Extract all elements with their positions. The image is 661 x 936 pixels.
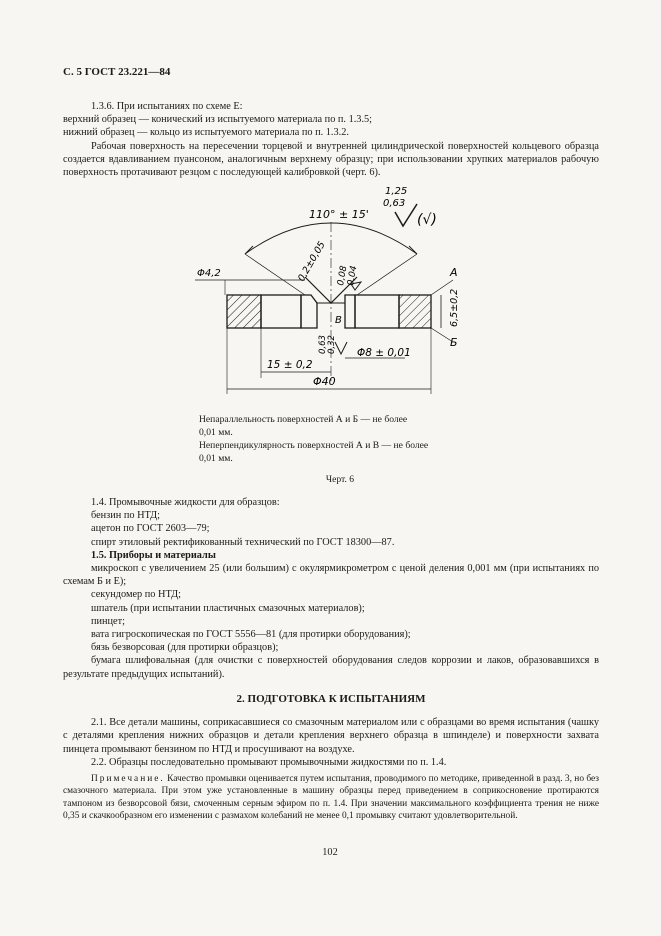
list-item: секундомер по НТД; [91, 589, 181, 601]
right-section-hatch [399, 295, 431, 328]
paragraph-2-1: 2.1. Все детали машины, соприкасавшиеся со смазочным материалом или с образцами во время испытания (чашку с деталями крепления нижних образцов и детали крепления верхнего образца в шпинделе) и поверхности захвата пинцета промывают бензином по НТД и просушивают на воздухе. [63, 717, 599, 755]
list-item: бензин по НТД; [91, 510, 161, 522]
radius-2: 0,04 [346, 265, 360, 287]
page-header: С. 5 ГОСТ 23.221—84 [63, 66, 171, 78]
surface-b-label: Б [450, 336, 458, 349]
roughness-1: 1,25 [385, 186, 408, 197]
caption-line: 0,01 мм. [199, 453, 233, 464]
sandpaper-item: бумага шлифовальная (для очистки с поверхностей оборудования следов коррозии и лаков, образовавшихся в результате предыдущих испытаний). [63, 655, 599, 680]
thickness-dimension: 6,5±0,2 [449, 288, 460, 327]
note-paragraph [63, 773, 599, 823]
left-section-hatch [227, 295, 261, 328]
section-heading: 2. ПОДГОТОВКА К ИСПЫТАНИЯМ [236, 693, 426, 705]
list-item: спирт этиловый ректификованный технический по ГОСТ 18300—87. [91, 536, 395, 548]
roughness-2: 0,63 [383, 198, 406, 209]
section-title: 1.5. Приборы и материалы [91, 549, 216, 561]
page-number: 102 [322, 847, 338, 858]
radius-1: 0,08 [336, 265, 350, 287]
ring-sample-drawing [185, 182, 475, 407]
caption-line: Неперпендикулярность поверхностей А и В — не более [199, 440, 429, 451]
caption-line: 0,01 мм. [199, 427, 233, 438]
working-surface-paragraph: Рабочая поверхность на пересечении торцевой и внутренней цилиндрической поверхностей кольцевого образца создается вдавливанием пуансоном, аналогичным верхнему образцу; при использовании хрупких материалов рабочую поверхность протачивают резцом с последующей калибровкой (черт. 6). [63, 140, 599, 179]
paragraph-2-2: 2.2. Образцы последовательно промывают промывочными жидкостями по п. 1.4. [91, 756, 447, 768]
section-1-4 [63, 496, 599, 681]
bore-roughness-1: 0,63 [318, 335, 328, 354]
angle-dimension: 110° ± 15' [309, 208, 369, 221]
section-1-3-6 [63, 100, 599, 179]
caption-line: Непараллельность поверхностей А и Б — не более [199, 414, 408, 425]
bore-roughness-2: 0,32 [327, 335, 337, 354]
chamfer-dimension: 0,2±0,05 [296, 239, 328, 284]
list-item: ацетон по ГОСТ 2603—79; [91, 523, 210, 535]
outer-diameter: Φ40 [313, 375, 336, 388]
figure-label: Черт. 6 [325, 474, 355, 485]
section-2 [63, 693, 599, 823]
figure-caption [199, 413, 467, 465]
surface-a-label: А [450, 266, 458, 279]
roughness-symbol: (√) [417, 212, 437, 228]
microscope-item: микроскоп с увеличением 25 (или большим) с окулярмикрометром с ценой деления 0,001 мм (при испытаниях по схемам Б и Е); [63, 563, 599, 588]
list-item: вата гигроскопическая по ГОСТ 5556—81 (для протирки оборудования); [91, 629, 411, 641]
lower-sample-text: нижний образец — кольцо из испытуемого материала по п. 1.3.2. [63, 127, 349, 139]
section-title: 1.4. Промывочные жидкости для образцов: [91, 497, 280, 508]
bore-diameter: Φ8 ± 0,01 [357, 347, 411, 359]
offset-dimension: 15 ± 0,2 [267, 359, 313, 371]
section-title: 1.3.6. При испытаниях по схеме Е: [91, 101, 243, 112]
list-item: пинцет; [91, 615, 125, 627]
list-item: шпатель (при испытании пластичных смазочных материалов); [91, 602, 365, 614]
small-diameter: Φ4,2 [197, 268, 221, 279]
list-item: бязь безворсовая (для протирки образцов); [91, 642, 279, 654]
note-heading: Примечание. [91, 774, 165, 785]
upper-sample-text: верхний образец — конический из испытуемого материала по п. 1.3.5; [63, 114, 373, 126]
note-body: Качество промывки оценивается путем испытания, проводимого по методике, приведенной в разд. 3, но без смазочного материала. При этом уже установленные в машину образцы перед приведением в соприкосновение протираются тампоном из безворсовой бязи, смоченным серным эфиром по п. 1.4. При значении максимального коэффициента трения не ниже 0,35 и скачкообразном его изменении с размахом колебаний не менее 0,1 промывку считают удовлетворительной. [63, 774, 599, 822]
surface-v-label: В [335, 315, 342, 326]
